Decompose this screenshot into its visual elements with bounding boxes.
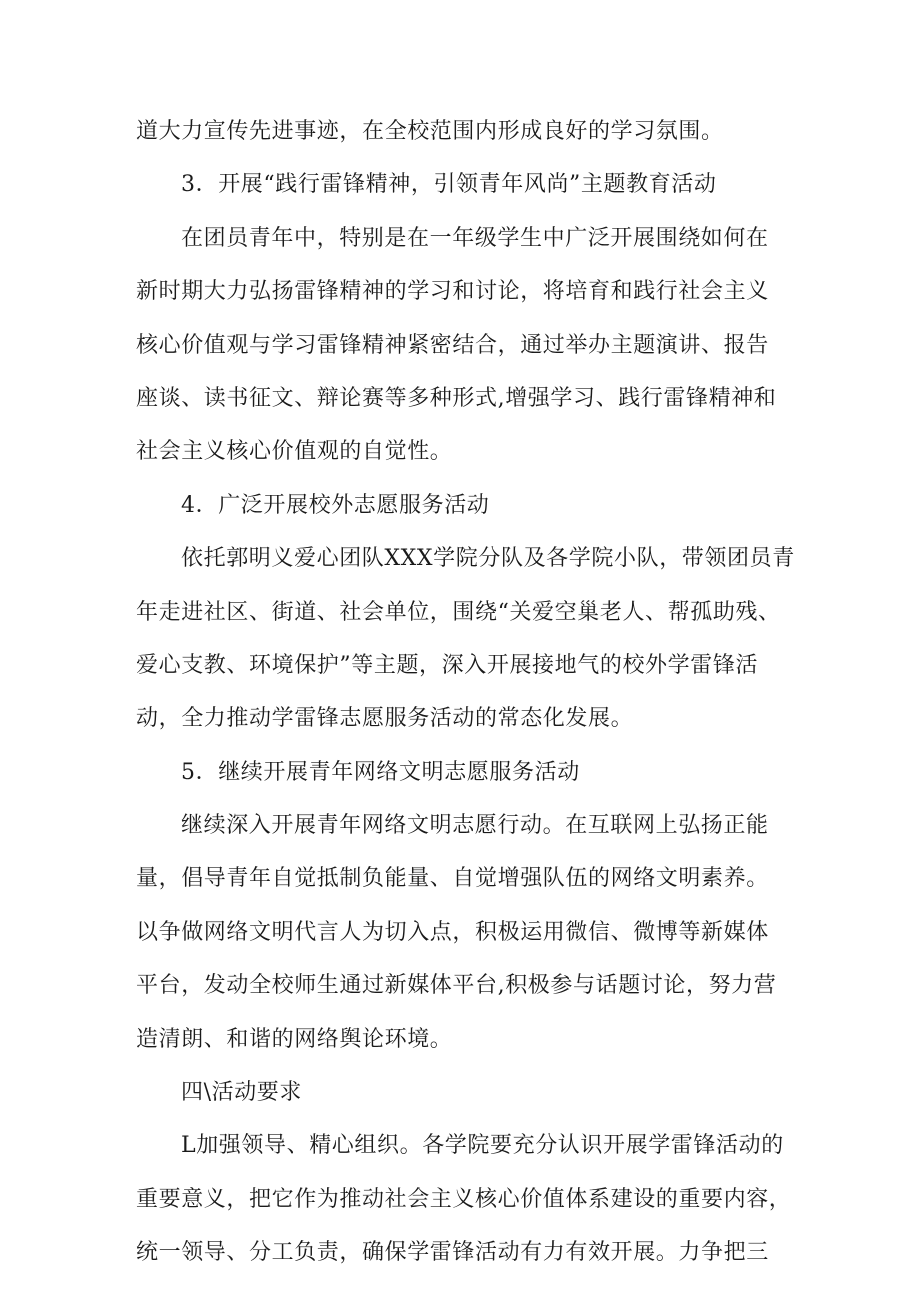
- text-line: 统一领导、分工负责，确保学雷锋活动有力有效开展。力争把三: [136, 1240, 769, 1266]
- text-line: 社会主义核心价值观的自觉性。: [136, 439, 453, 465]
- text-line: 道大力宣传先进事迹，在全校范围内形成良好的学习氛围。: [136, 119, 724, 144]
- text-line: 动，全力推动学雷锋志愿服务活动的常态化发展。: [136, 706, 634, 732]
- document-body: [136, 105, 798, 1280]
- text-line: 4．广泛开展校外志愿服务活动: [181, 492, 490, 518]
- text-line: 在团员青年中，特别是在一年级学生中广泛开展围绕如何在: [181, 225, 769, 251]
- text-line: 座谈、读书征文、辩论赛等多种形式,增强学习、践行雷锋精神和: [136, 385, 777, 411]
- text-line: 量，倡导青年自觉抵制负能量、自觉增强队伍的网络文明素养。: [136, 866, 769, 892]
- text-line: L加强领导、精心组织。各学院要充分认识开展学雷锋活动的: [181, 1133, 784, 1159]
- text-line: 重要意义，把它作为推动社会主义核心价值体系建设的重要内容，: [136, 1186, 792, 1212]
- text-line: 年走进社区、街道、社会单位，围绕“关爱空巢老人、帮孤助残、: [136, 599, 781, 625]
- text-line: 以争做网络文明代言人为切入点，积极运用微信、微博等新媒体: [136, 919, 769, 945]
- text-line: 四\活动要求: [181, 1080, 303, 1106]
- text-line: 爱心支教、环境保护”等主题，深入开展接地气的校外学雷锋活: [136, 652, 759, 678]
- text-line: 平台，发动全校师生通过新媒体平台,积极参与话题讨论，努力营: [136, 973, 777, 999]
- text-line: 继续深入开展青年网络文明志愿行动。在互联网上弘扬正能: [181, 813, 769, 839]
- text-line: 新时期大力弘扬雷锋精神的学习和讨论，将培育和践行社会主义: [136, 279, 769, 305]
- text-line: 3．开展“践行雷锋精神，引领青年风尚”主题教育活动: [181, 172, 717, 198]
- text-line: 依托郭明义爱心团队XXX学院分队及各学院小队，带领团员青: [181, 546, 795, 572]
- text-line: 5．继续开展青年网络文明志愿服务活动: [181, 759, 580, 785]
- text-line: 造清朗、和谐的网络舆论环境。: [136, 1026, 453, 1052]
- text-line: 核心价值观与学习雷锋精神紧密结合，通过举办主题演讲、报告: [136, 332, 769, 358]
